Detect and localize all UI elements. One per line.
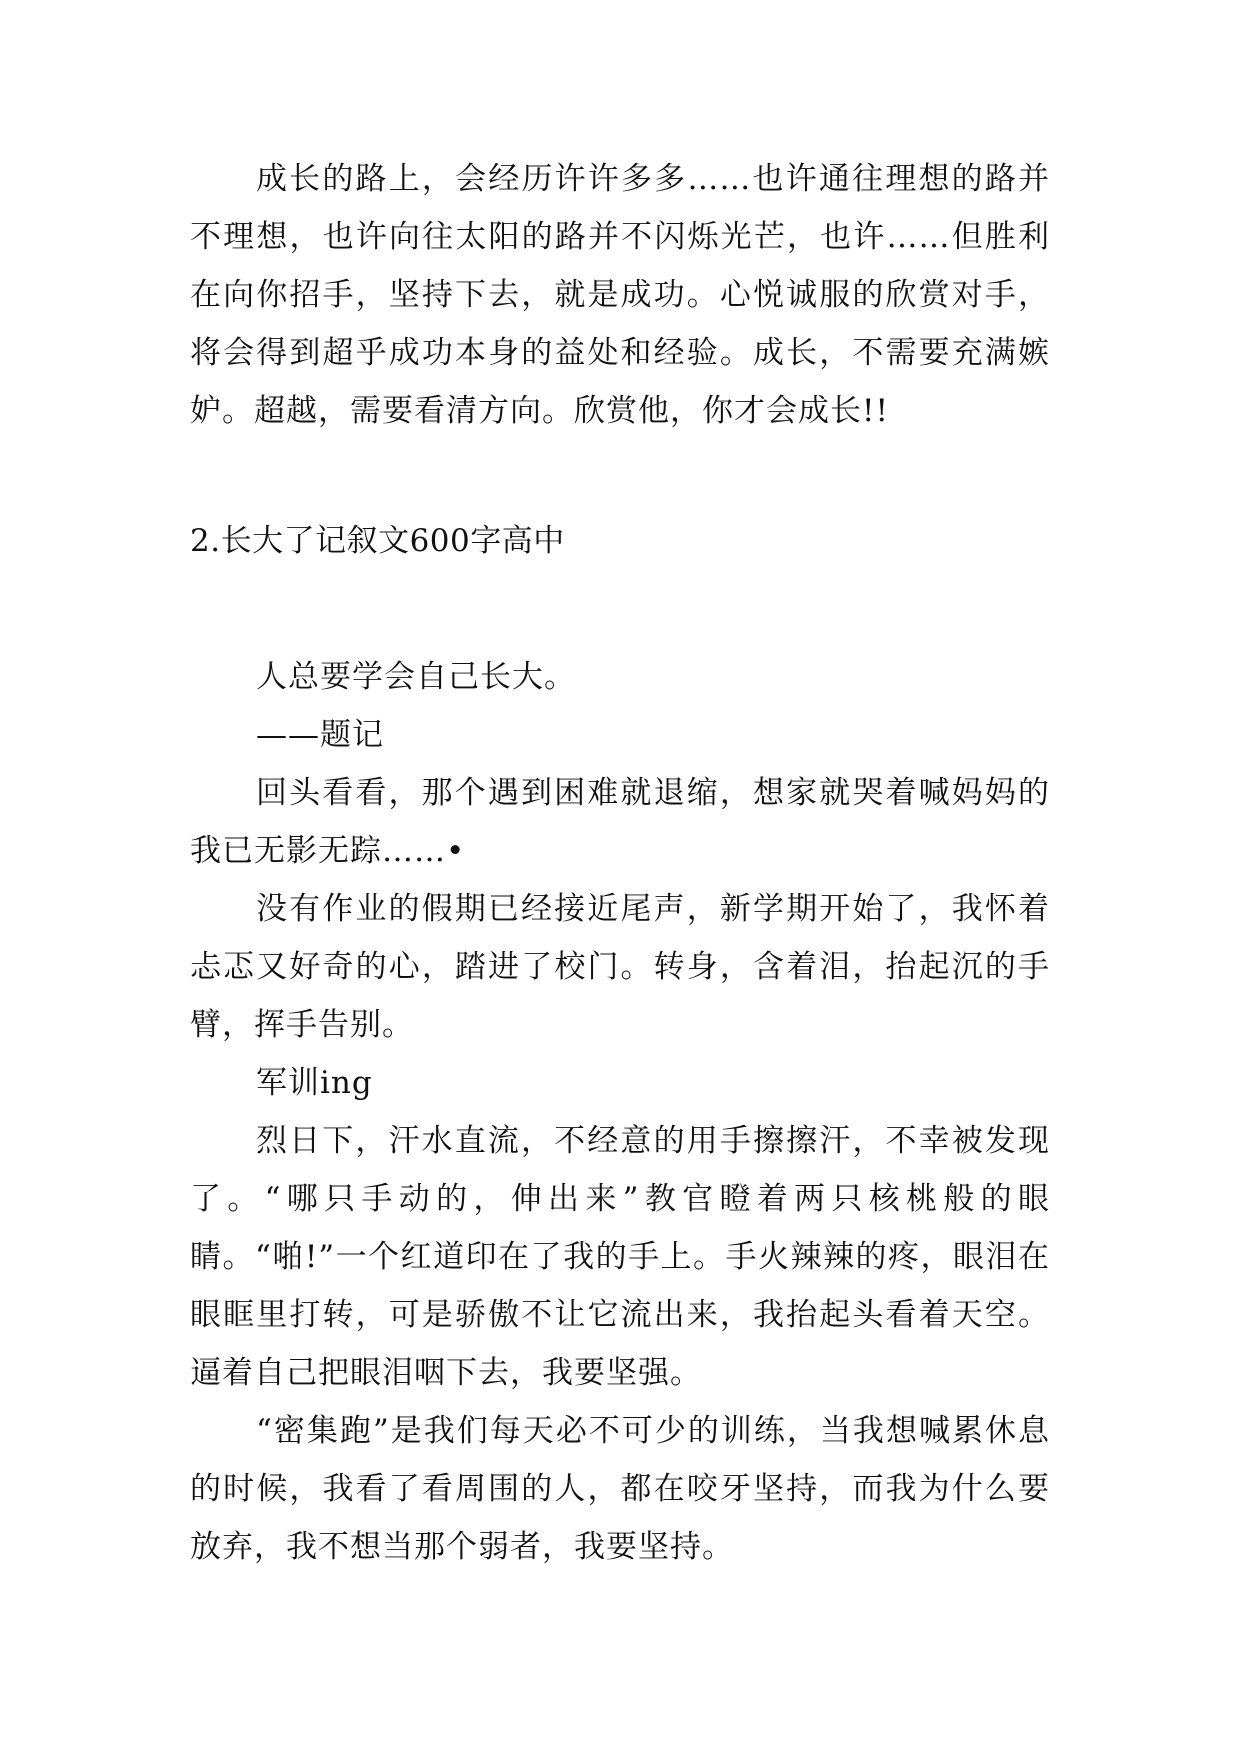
body-paragraph: ——题记 <box>256 717 384 753</box>
section-heading: 2.长大了记叙文600字高中 <box>190 523 565 559</box>
body-paragraph: 回头看看，那个遇到困难就退缩，想家就哭着喊妈妈的我已无影无踪……• <box>190 775 1050 869</box>
body-paragraph: 烈日下，汗水直流，不经意的用手擦擦汗，不幸被发现了。“哪只手动的，伸出来”教官瞪着两只核桃般的眼睛。“啪!”一个红道印在了我的手上。手火辣辣的疼，眼泪在眼眶里打转，可是骄傲不让它流出来，我抬起头看着天空。逼着自己把眼泪咽下去，我要坚强。 <box>190 1123 1050 1391</box>
body-paragraph: “密集跑”是我们每天必不可少的训练，当我想喊累休息的时候，我看了看周围的人，都在咬牙坚持，而我为什么要放弃，我不想当那个弱者，我要坚持。 <box>190 1413 1050 1565</box>
intro-paragraph: 成长的路上，会经历许许多多……也许通往理想的路并不理想，也许向往太阳的路并不闪烁光芒，也许……但胜利在向你招手，坚持下去，就是成功。心悦诚服的欣赏对手，将会得到超乎成功本身的益处和经验。成长，不需要充满嫉妒。超越，需要看清方向。欣赏他，你才会成长!! <box>190 161 1050 429</box>
body-paragraph: 军训ing <box>256 1065 373 1101</box>
document-page <box>190 150 1050 1576</box>
body-paragraph: 人总要学会自己长大。 <box>256 659 576 695</box>
body-paragraph: 没有作业的假期已经接近尾声，新学期开始了，我怀着忐忑又好奇的心，踏进了校门。转身，含着泪，抬起沉的手臂，挥手告别。 <box>190 891 1050 1043</box>
spacer <box>190 440 1050 512</box>
spacer <box>190 570 1050 648</box>
